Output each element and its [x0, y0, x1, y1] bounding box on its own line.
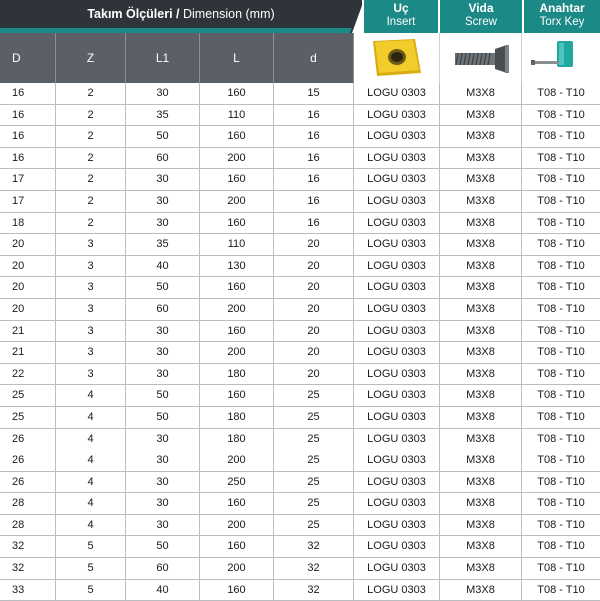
- cell-z: 4: [56, 493, 126, 514]
- cell-key: T08 - T10: [537, 475, 585, 488]
- cell-z: 2: [56, 126, 126, 147]
- cell-l: 130: [200, 256, 274, 277]
- cell-l: 200: [200, 342, 274, 363]
- cell-d: 25: [0, 407, 56, 428]
- cell-d: 20: [274, 342, 354, 363]
- table-body: [0, 83, 600, 601]
- cell-d: 16: [0, 126, 56, 147]
- cell-l: 180: [200, 407, 274, 428]
- cell-value-second: M3X8: [466, 454, 495, 467]
- cell-insert: LOGU 0303: [354, 191, 440, 212]
- cell-screw: M3X8: [440, 213, 522, 234]
- table-row: [0, 407, 600, 429]
- cell-screw: M3X8: [440, 493, 522, 514]
- cell-insert: LOGU 0303: [354, 407, 440, 428]
- cell-insert: LOGU 0303: [354, 385, 440, 406]
- cell-insert: LOGU 0303: [354, 105, 440, 126]
- cell-d: 32: [274, 558, 354, 579]
- table-row: [0, 536, 600, 558]
- cell-d: 20: [274, 234, 354, 255]
- table-row: [0, 321, 600, 343]
- table-row: [0, 83, 600, 105]
- group-header-screw: [438, 0, 522, 33]
- cell-d: 25: [274, 385, 354, 406]
- cell-l: 160: [200, 321, 274, 342]
- cell-key: T08 - T10: [537, 151, 585, 164]
- cell-d: 32: [0, 536, 56, 557]
- cell-l1: 30: [126, 493, 200, 514]
- cell-screw: M3X8: [440, 407, 522, 428]
- table-row: [0, 277, 600, 299]
- cell-screw: M3X8: [440, 580, 522, 601]
- cell-insert: LOGU 0303: [354, 515, 440, 536]
- cell-d: 20: [0, 277, 56, 298]
- torx-key-icon: [523, 33, 599, 81]
- insert-image: [354, 33, 440, 83]
- cell-key: T08 - T10: [537, 497, 585, 510]
- cell-d: 25: [274, 407, 354, 428]
- cell-insert: LOGU 0303: [354, 256, 440, 277]
- cell-insert: LOGU 0303: [354, 472, 440, 493]
- cell-d: 25: [274, 493, 354, 514]
- cell-l: 200: [200, 558, 274, 579]
- cell-l: 200: [200, 299, 274, 320]
- table-row: [0, 169, 600, 191]
- cell-l: [200, 429, 274, 471]
- cell-insert: LOGU 0303: [354, 126, 440, 147]
- cell-l: 200: [200, 148, 274, 169]
- cell-z: 3: [56, 342, 126, 363]
- cell-l1: 50: [126, 126, 200, 147]
- cell-d: 17: [0, 191, 56, 212]
- cell-l: 110: [200, 105, 274, 126]
- cell-l1: 60: [126, 299, 200, 320]
- screw-icon: [441, 33, 521, 81]
- table-row: [0, 105, 600, 127]
- cell-key: [522, 429, 600, 471]
- cell-value: LOGU 0303: [367, 432, 426, 445]
- table-row: [0, 385, 600, 407]
- group-name-en: Screw: [465, 16, 497, 28]
- cell-z: 3: [56, 299, 126, 320]
- cell-d: 25: [274, 472, 354, 493]
- cell-l1: 50: [126, 536, 200, 557]
- cell-z: 2: [56, 191, 126, 212]
- cell-z: 4: [56, 515, 126, 536]
- cell-l: 110: [200, 234, 274, 255]
- cell-d: 15: [274, 83, 354, 104]
- cell-z: 2: [56, 213, 126, 234]
- cell-d: 20: [274, 256, 354, 277]
- torx-key-image: [522, 33, 600, 83]
- cell-key: T08 - T10: [537, 108, 585, 121]
- cell-d: 32: [274, 580, 354, 601]
- cell-key: T08 - T10: [537, 238, 585, 251]
- cell-d: 17: [0, 169, 56, 190]
- cell-screw: M3X8: [440, 148, 522, 169]
- cell-key: T08 - T10: [537, 562, 585, 575]
- cell-l1: 35: [126, 234, 200, 255]
- cell-l1: 30: [126, 515, 200, 536]
- cell-d: 33: [0, 580, 56, 601]
- cell-screw: M3X8: [440, 126, 522, 147]
- screw-image: [440, 33, 522, 83]
- cell-l: 160: [200, 213, 274, 234]
- cell-l1: 30: [126, 342, 200, 363]
- cell-z: 5: [56, 536, 126, 557]
- table-row: [0, 299, 600, 321]
- cell-d: 22: [0, 364, 56, 385]
- cell-z: 4: [56, 385, 126, 406]
- cell-d: 16: [274, 169, 354, 190]
- cell-value: M3X8: [466, 432, 495, 445]
- cell-insert: LOGU 0303: [354, 321, 440, 342]
- title-bold: Takım Ölçüleri /: [87, 7, 180, 21]
- cell-screw: M3X8: [440, 536, 522, 557]
- cell-l: 160: [200, 277, 274, 298]
- table-title: [0, 0, 362, 28]
- cell-z: 5: [56, 580, 126, 601]
- cell-screw: M3X8: [440, 105, 522, 126]
- cell-l1: 30: [126, 364, 200, 385]
- cell-l: 180: [200, 364, 274, 385]
- cell-z: 3: [56, 364, 126, 385]
- cell-l1: [126, 429, 200, 471]
- cell-value-second: LOGU 0303: [367, 454, 426, 467]
- cell-d: 20: [0, 299, 56, 320]
- cell-d: [274, 429, 354, 471]
- cell-screw: M3X8: [440, 342, 522, 363]
- cell-insert: LOGU 0303: [354, 536, 440, 557]
- cell-key: T08 - T10: [537, 367, 585, 380]
- cell-d: 16: [274, 213, 354, 234]
- cell-l1: 60: [126, 148, 200, 169]
- cell-value-second: 30: [156, 454, 169, 467]
- cell-l: 160: [200, 126, 274, 147]
- table-row: [0, 493, 600, 515]
- cell-d: 20: [0, 234, 56, 255]
- cell-z: 3: [56, 321, 126, 342]
- cell-l: 160: [200, 493, 274, 514]
- table-row: [0, 234, 600, 256]
- cell-d: 16: [0, 148, 56, 169]
- cell-insert: [354, 429, 440, 471]
- cell-screw: M3X8: [440, 385, 522, 406]
- cell-screw: M3X8: [440, 256, 522, 277]
- column-headers: [0, 33, 600, 83]
- cell-l: 160: [200, 385, 274, 406]
- cell-l1: 40: [126, 580, 200, 601]
- cell-d: 32: [274, 536, 354, 557]
- cell-insert: LOGU 0303: [354, 234, 440, 255]
- cell-screw: M3X8: [440, 558, 522, 579]
- cell-key: T08 - T10: [537, 346, 585, 359]
- cell-insert: LOGU 0303: [354, 580, 440, 601]
- table-row: [0, 558, 600, 580]
- cell-insert: LOGU 0303: [354, 83, 440, 104]
- cell-d: 28: [0, 493, 56, 514]
- cell-key: T08 - T10: [537, 389, 585, 402]
- cell-key: T08 - T10: [537, 540, 585, 553]
- cell-d: 16: [274, 148, 354, 169]
- cell-d: 20: [274, 321, 354, 342]
- cell-value: 30: [156, 432, 169, 445]
- cell-d: 25: [274, 515, 354, 536]
- cell-z: 2: [56, 169, 126, 190]
- group-name-tr: Anahtar: [539, 1, 585, 15]
- cell-l1: 30: [126, 213, 200, 234]
- cell-value: 26: [12, 432, 25, 445]
- table-row: [0, 515, 600, 537]
- cell-key: T08 - T10: [537, 87, 585, 99]
- cell-l1: 60: [126, 558, 200, 579]
- insert-icon: [355, 33, 439, 81]
- cell-l: 160: [200, 83, 274, 104]
- cell-insert: LOGU 0303: [354, 277, 440, 298]
- cell-z: 5: [56, 558, 126, 579]
- cell-z: 4: [56, 407, 126, 428]
- cell-d: 16: [0, 83, 56, 104]
- cell-l1: 35: [126, 105, 200, 126]
- column-header-Z: Z: [56, 33, 126, 83]
- cell-d: 26: [0, 472, 56, 493]
- table-row: [0, 126, 600, 148]
- table-row: [0, 429, 600, 472]
- cell-key: T08 - T10: [537, 216, 585, 229]
- cell-key: T08 - T10: [537, 518, 585, 531]
- cell-key: T08 - T10: [537, 324, 585, 337]
- cell-key: T08 - T10: [537, 302, 585, 315]
- cell-l1: 50: [126, 385, 200, 406]
- table-top-header: [0, 0, 600, 33]
- cell-key: T08 - T10: [537, 130, 585, 143]
- column-header-L1: L1: [126, 33, 200, 83]
- cell-value: 180: [227, 432, 246, 445]
- group-name-tr: Vida: [468, 1, 494, 15]
- table-row: [0, 364, 600, 386]
- cell-l: 250: [200, 472, 274, 493]
- cell-z: 3: [56, 277, 126, 298]
- cell-z: 2: [56, 105, 126, 126]
- cell-l: 160: [200, 536, 274, 557]
- cell-screw: M3X8: [440, 364, 522, 385]
- cell-screw: M3X8: [440, 83, 522, 104]
- cell-screw: M3X8: [440, 234, 522, 255]
- cell-d: 32: [0, 558, 56, 579]
- cell-z: 4: [56, 472, 126, 493]
- cell-insert: LOGU 0303: [354, 213, 440, 234]
- cell-d: 16: [274, 126, 354, 147]
- cell-z: 2: [56, 148, 126, 169]
- cell-l1: 30: [126, 472, 200, 493]
- table-row: [0, 472, 600, 494]
- cell-screw: M3X8: [440, 321, 522, 342]
- cell-value-second: 25: [307, 454, 320, 467]
- cell-screw: M3X8: [440, 472, 522, 493]
- table-row: [0, 342, 600, 364]
- cell-value-second: 26: [12, 454, 25, 467]
- table-row: [0, 213, 600, 235]
- cell-screw: M3X8: [440, 277, 522, 298]
- cell-insert: LOGU 0303: [354, 299, 440, 320]
- cell-l: 160: [200, 169, 274, 190]
- cell-key: T08 - T10: [537, 259, 585, 272]
- cell-z: [56, 429, 126, 471]
- column-header-L: L: [200, 33, 274, 83]
- cell-value-second: 200: [227, 454, 246, 467]
- cell-d: 16: [0, 105, 56, 126]
- cell-l1: 40: [126, 256, 200, 277]
- group-headers: [362, 0, 600, 33]
- cell-d: 16: [274, 191, 354, 212]
- cell-value-second: T08 - T10: [537, 454, 585, 467]
- cell-d: 20: [274, 299, 354, 320]
- group-header-key: [522, 0, 600, 33]
- group-header-insert: [362, 0, 438, 33]
- cell-d: 20: [274, 277, 354, 298]
- cell-screw: M3X8: [440, 515, 522, 536]
- cell-insert: LOGU 0303: [354, 169, 440, 190]
- group-name-en: Torx Key: [539, 16, 585, 28]
- cell-key: T08 - T10: [537, 410, 585, 423]
- group-name-en: Insert: [386, 16, 416, 28]
- cell-d: 20: [274, 364, 354, 385]
- cell-l1: 30: [126, 321, 200, 342]
- cell-d: 21: [0, 342, 56, 363]
- table-row: [0, 580, 600, 601]
- cell-z: 3: [56, 234, 126, 255]
- cell-l: 160: [200, 580, 274, 601]
- cell-l: 200: [200, 515, 274, 536]
- cell-l1: 50: [126, 407, 200, 428]
- cell-screw: M3X8: [440, 191, 522, 212]
- cell-key: T08 - T10: [537, 281, 585, 294]
- cell-key: T08 - T10: [537, 583, 585, 596]
- cell-l1: 30: [126, 169, 200, 190]
- table-row: [0, 256, 600, 278]
- cell-insert: LOGU 0303: [354, 558, 440, 579]
- cell-d: 18: [0, 213, 56, 234]
- cell-d: 28: [0, 515, 56, 536]
- cell-value: 4: [87, 432, 94, 445]
- group-name-tr: Uç: [393, 1, 409, 15]
- cell-key: T08 - T10: [537, 194, 585, 207]
- table-row: [0, 191, 600, 213]
- cell-l1: 50: [126, 277, 200, 298]
- cell-value-second: 4: [87, 454, 94, 467]
- cell-z: 3: [56, 256, 126, 277]
- cell-d: 25: [0, 385, 56, 406]
- cell-screw: M3X8: [440, 169, 522, 190]
- cell-l1: 30: [126, 83, 200, 104]
- cell-value: 25: [307, 432, 320, 445]
- cell-insert: LOGU 0303: [354, 493, 440, 514]
- cell-screw: [440, 429, 522, 471]
- cell-d: [0, 429, 56, 471]
- cell-l: 200: [200, 191, 274, 212]
- cell-z: 2: [56, 83, 126, 104]
- cell-insert: LOGU 0303: [354, 148, 440, 169]
- cell-l1: 30: [126, 191, 200, 212]
- cell-d: 16: [274, 105, 354, 126]
- cell-insert: LOGU 0303: [354, 342, 440, 363]
- table-row: [0, 148, 600, 170]
- cell-d: 20: [0, 256, 56, 277]
- cell-value: T08 - T10: [537, 432, 585, 445]
- cell-d: 21: [0, 321, 56, 342]
- cell-insert: LOGU 0303: [354, 364, 440, 385]
- cell-key: T08 - T10: [537, 173, 585, 186]
- cell-screw: M3X8: [440, 299, 522, 320]
- title-rest: Dimension (mm): [179, 7, 275, 21]
- column-header-D: D: [0, 33, 56, 83]
- column-header-d: d: [274, 33, 354, 83]
